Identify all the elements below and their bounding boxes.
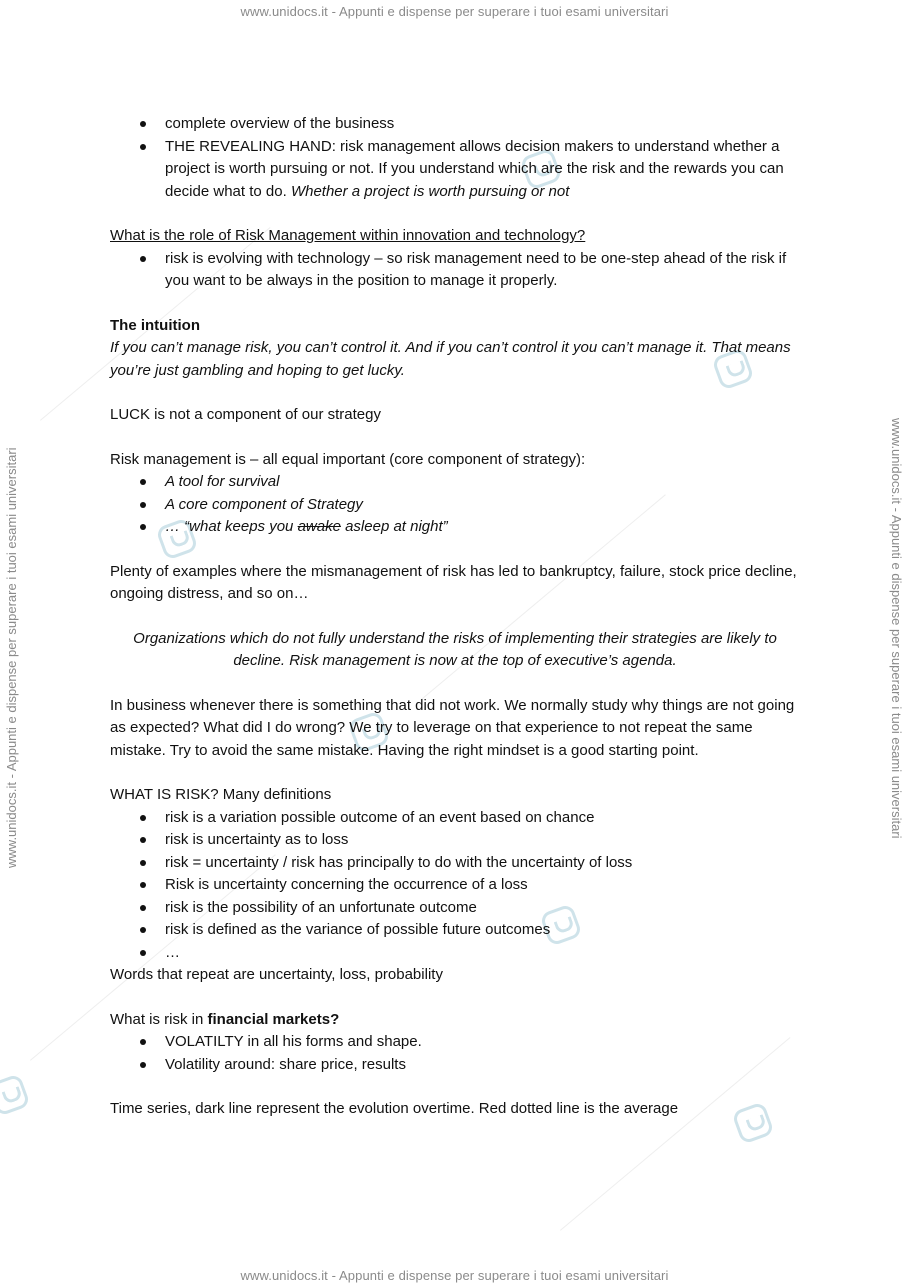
financial-heading-plain: What is risk in [110, 1010, 208, 1028]
risk-heading: WHAT IS RISK? Many definitions [110, 786, 332, 803]
watermark-right: www.unidocs.it - Appunti e dispense per superare i tuoi esami universitari [889, 418, 904, 839]
document-body [110, 113, 800, 1121]
list-item: Volatility around: share price, results [110, 1054, 800, 1077]
plenty-text: Plenty of examples where the mismanagement of risk has led to bankruptcy, failure, stock price decline, ongoing distress, and so on… [110, 562, 797, 602]
watermark-left: www.unidocs.it - Appunti e dispense per superare i tuoi esami universitari [4, 447, 19, 868]
list-item: risk = uncertainty / risk has principally to do with the uncertainty of loss [110, 852, 800, 875]
list-item [110, 516, 800, 539]
rm-list [110, 471, 800, 539]
list-item-text: THE REVEALING HAND: risk management allows decision makers to understand whether a project is worth pursuing or not. If you understand which are the risk and the rewards you can decide what to do. [165, 137, 784, 200]
financial-list [110, 1031, 800, 1076]
watermark-footer: www.unidocs.it - Appunti e dispense per superare i tuoi esami universitari [240, 1268, 669, 1283]
struck-text: awake [297, 518, 341, 535]
intuition-heading: The intuition [110, 316, 200, 334]
luck-text: LUCK is not a component of our strategy [110, 406, 381, 423]
list-item: risk is uncertainty as to loss [110, 829, 800, 852]
role-heading: What is the role of Risk Management within innovation and technology? [110, 227, 586, 244]
risk-definitions-list [110, 807, 800, 965]
list-item: risk is evolving with technology – so risk management need to be one-step ahead of the risk if you want to be always in the position to manage it properly. [110, 248, 800, 293]
list-item: Risk is uncertainty concerning the occurrence of a loss [110, 874, 800, 897]
intro-list [110, 113, 800, 203]
list-item: … [110, 942, 800, 965]
watermark-logo-icon [0, 1073, 31, 1117]
role-list [110, 248, 800, 293]
financial-heading [110, 1009, 800, 1032]
list-item: risk is the possibility of an unfortunate outcome [110, 897, 800, 920]
business-text: In business whenever there is something that did not work. We normally study why things are not going as expected? What did I do wrong? We try to leverage on that experience to not repeat the same mistake. Try to avoid the same mistake. Having the right mindset is a good starting point. [110, 696, 795, 759]
list-item: A tool for survival [110, 471, 800, 494]
rm-intro: Risk management is – all equal important (core component of strategy): [110, 450, 586, 468]
list-item: risk is defined as the variance of possible future outcomes [110, 919, 800, 942]
watermark-header: www.unidocs.it - Appunti e dispense per superare i tuoi esami universitari [240, 4, 669, 19]
list-item: complete overview of the business [110, 113, 800, 136]
list-item-text: … “what keeps you [165, 518, 298, 535]
list-item [110, 136, 800, 204]
timeseries-text: Time series, dark line represent the evolution overtime. Red dotted line is the average [110, 1100, 679, 1117]
financial-heading-bold: financial markets? [207, 1010, 340, 1028]
words-text: Words that repeat are uncertainty, loss, probability [110, 966, 443, 983]
list-item-text: asleep at night” [340, 518, 448, 535]
quote-text: Organizations which do not fully understand the risks of implementing their strategies are likely to decline. Risk management is now at the top of executive’s agenda. [133, 629, 777, 669]
list-item: risk is a variation possible outcome of an event based on chance [110, 807, 800, 830]
list-item: VOLATILTY in all his forms and shape. [110, 1031, 800, 1054]
list-item: A core component of Strategy [110, 494, 800, 517]
list-item-italic-text: Whether a project is worth pursuing or not [290, 182, 570, 200]
intuition-text: If you can’t manage risk, you can’t control it. And if you can’t control it you can’t manage it. That means you’re just gambling and hoping to get lucky. [110, 339, 791, 379]
